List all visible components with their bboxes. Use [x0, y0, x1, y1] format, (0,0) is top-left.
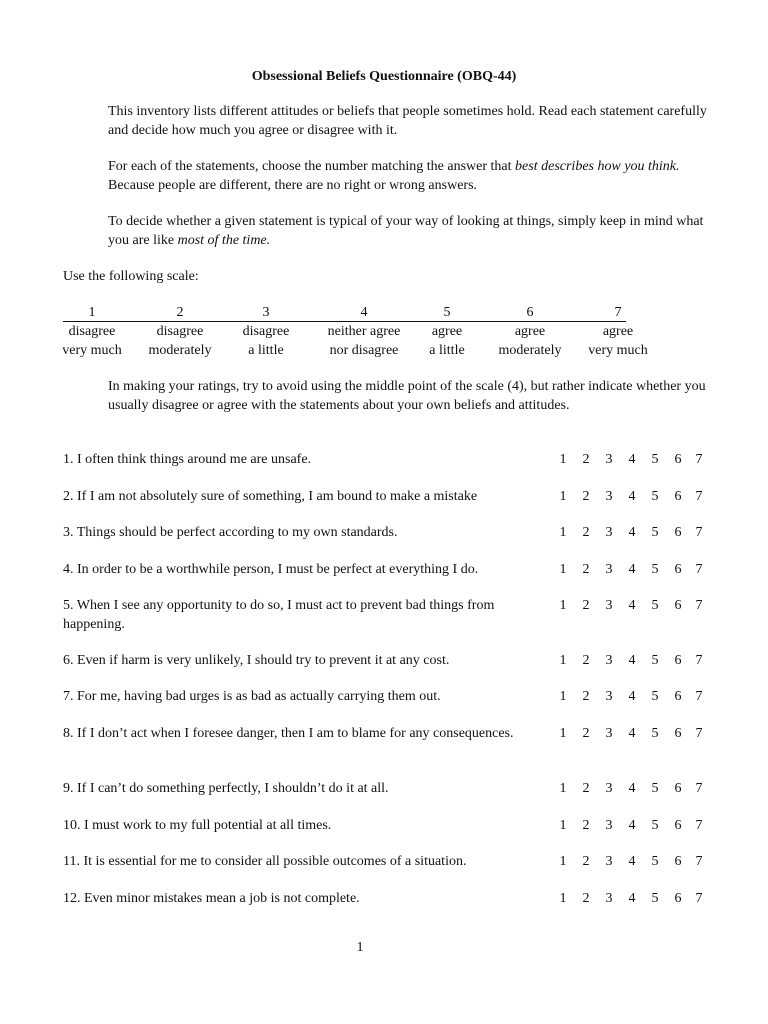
rating-options-1	[555, 450, 705, 469]
rating-option-2[interactable]: 2	[582, 689, 590, 704]
intro-text-4: In making your ratings, try to avoid using the middle point of the scale (4), but rather indicate whether you usually disagree or agree with the statements about your own beliefs and attitudes.	[108, 379, 706, 413]
scale-label-line-1: disagree	[68, 324, 116, 339]
rating-option-5[interactable]: 5	[651, 781, 659, 796]
scale-label-line-1: agree	[602, 324, 634, 339]
rating-option-7[interactable]: 7	[695, 598, 703, 613]
scale-label-line-2: moderately	[148, 343, 212, 358]
rating-option-2[interactable]: 2	[582, 452, 590, 467]
rating-option-6[interactable]: 6	[674, 452, 682, 467]
rating-option-1[interactable]: 1	[559, 525, 567, 540]
rating-options-10	[555, 816, 705, 835]
rating-option-7[interactable]: 7	[695, 689, 703, 704]
question-item-10: 10. I must work to my full potential at all times.	[63, 818, 332, 833]
rating-option-3[interactable]: 3	[605, 818, 613, 833]
scale-number: 7	[614, 305, 622, 320]
rating-option-2[interactable]: 2	[582, 653, 590, 668]
scale-label-line-2: moderately	[498, 343, 562, 358]
rating-option-2[interactable]: 2	[582, 891, 590, 906]
rating-option-6[interactable]: 6	[674, 891, 682, 906]
rating-option-5[interactable]: 5	[651, 726, 659, 741]
rating-option-7[interactable]: 7	[695, 653, 703, 668]
question-item-3: 3. Things should be perfect according to my own standards.	[63, 525, 398, 540]
rating-option-1[interactable]: 1	[559, 854, 567, 869]
rating-options-12	[555, 889, 705, 908]
rating-scale	[63, 303, 663, 363]
scale-number: 1	[88, 305, 96, 320]
rating-option-5[interactable]: 5	[651, 854, 659, 869]
rating-option-6[interactable]: 6	[674, 525, 682, 540]
scale-number: 5	[443, 305, 451, 320]
rating-option-4[interactable]: 4	[628, 689, 636, 704]
rating-option-4[interactable]: 4	[628, 525, 636, 540]
rating-option-3[interactable]: 3	[605, 726, 613, 741]
rating-option-1[interactable]: 1	[559, 598, 567, 613]
rating-option-5[interactable]: 5	[651, 489, 659, 504]
rating-option-1[interactable]: 1	[559, 653, 567, 668]
intro-paragraph-3	[63, 212, 708, 250]
rating-option-4[interactable]: 4	[628, 653, 636, 668]
page-number: 1	[356, 940, 364, 955]
scale-label-line-1: neither agree	[327, 324, 401, 339]
rating-option-7[interactable]: 7	[695, 452, 703, 467]
rating-option-5[interactable]: 5	[651, 452, 659, 467]
rating-option-3[interactable]: 3	[605, 452, 613, 467]
rating-option-7[interactable]: 7	[695, 854, 703, 869]
rating-option-4[interactable]: 4	[628, 489, 636, 504]
rating-option-4[interactable]: 4	[628, 854, 636, 869]
rating-option-6[interactable]: 6	[674, 562, 682, 577]
rating-option-6[interactable]: 6	[674, 854, 682, 869]
rating-option-2[interactable]: 2	[582, 489, 590, 504]
scale-label-line-2: a little	[429, 343, 465, 358]
intro-paragraph-4	[63, 377, 708, 415]
scale-label-line-1: agree	[431, 324, 463, 339]
rating-option-6[interactable]: 6	[674, 818, 682, 833]
question-item-12: 12. Even minor mistakes mean a job is not complete.	[63, 891, 360, 906]
rating-option-5[interactable]: 5	[651, 818, 659, 833]
intro-paragraph-2	[63, 157, 708, 195]
intro-text-2-emphasis: best describes how you think.	[515, 159, 680, 174]
scale-label-line-1: disagree	[156, 324, 204, 339]
scale-number: 6	[526, 305, 534, 320]
intro-text-1: This inventory lists different attitudes or beliefs that people sometimes hold. Read each statement carefully and decide how much you agree or disagree with it.	[108, 104, 707, 138]
rating-option-2[interactable]: 2	[582, 726, 590, 741]
rating-option-4[interactable]: 4	[628, 452, 636, 467]
rating-option-4[interactable]: 4	[628, 562, 636, 577]
rating-option-1[interactable]: 1	[559, 489, 567, 504]
scale-number: 2	[176, 305, 184, 320]
rating-option-1[interactable]: 1	[559, 781, 567, 796]
rating-options-2	[555, 487, 705, 506]
intro-paragraph-1	[63, 102, 708, 140]
rating-options-5	[555, 596, 705, 615]
rating-option-4[interactable]: 4	[628, 598, 636, 613]
intro-text-2b: Because people are different, there are no right or wrong answers.	[108, 178, 478, 193]
rating-options-8	[555, 724, 705, 743]
rating-option-3[interactable]: 3	[605, 689, 613, 704]
question-item-8: 8. If I don’t act when I foresee danger, then I am to blame for any consequences.	[63, 726, 514, 741]
question-item-5: 5. When I see any opportunity to do so, I must act to prevent bad things from happening.	[63, 598, 495, 632]
scale-option-7	[558, 303, 678, 360]
scale-label-line-2: a little	[248, 343, 284, 358]
rating-option-1[interactable]: 1	[559, 891, 567, 906]
rating-option-3[interactable]: 3	[605, 854, 613, 869]
rating-option-1[interactable]: 1	[559, 689, 567, 704]
intro-text-3-emphasis: most of the time.	[177, 233, 271, 248]
rating-options-7	[555, 687, 705, 706]
question-item-2: 2. If I am not absolutely sure of something, I am bound to make a mistake	[63, 489, 478, 504]
rating-option-2[interactable]: 2	[582, 781, 590, 796]
rating-option-6[interactable]: 6	[674, 689, 682, 704]
rating-option-5[interactable]: 5	[651, 891, 659, 906]
rating-option-3[interactable]: 3	[605, 781, 613, 796]
scale-label-line-2: very much	[62, 343, 122, 358]
rating-option-2[interactable]: 2	[582, 854, 590, 869]
rating-option-2[interactable]: 2	[582, 562, 590, 577]
rating-option-7[interactable]: 7	[695, 891, 703, 906]
rating-option-1[interactable]: 1	[559, 452, 567, 467]
rating-option-6[interactable]: 6	[674, 781, 682, 796]
scale-label-line-1: disagree	[242, 324, 290, 339]
rating-option-5[interactable]: 5	[651, 562, 659, 577]
rating-option-3[interactable]: 3	[605, 562, 613, 577]
question-item-9: 9. If I can’t do something perfectly, I shouldn’t do it at all.	[63, 781, 389, 796]
question-item-6: 6. Even if harm is very unlikely, I should try to prevent it at any cost.	[63, 653, 450, 668]
question-item-7: 7. For me, having bad urges is as bad as actually carrying them out.	[63, 689, 441, 704]
rating-option-4[interactable]: 4	[628, 726, 636, 741]
rating-option-4[interactable]: 4	[628, 891, 636, 906]
rating-option-1[interactable]: 1	[559, 818, 567, 833]
rating-options-11	[555, 852, 705, 871]
rating-option-7[interactable]: 7	[695, 781, 703, 796]
rating-option-5[interactable]: 5	[651, 653, 659, 668]
rating-option-7[interactable]: 7	[695, 818, 703, 833]
page-title: Obsessional Beliefs Questionnaire (OBQ-44)	[251, 69, 517, 84]
rating-options-9	[555, 779, 705, 798]
rating-option-6[interactable]: 6	[674, 653, 682, 668]
rating-option-7[interactable]: 7	[695, 525, 703, 540]
rating-options-6	[555, 651, 705, 670]
rating-option-7[interactable]: 7	[695, 726, 703, 741]
rating-option-4[interactable]: 4	[628, 818, 636, 833]
scale-label-line-2: very much	[588, 343, 648, 358]
rating-option-1[interactable]: 1	[559, 562, 567, 577]
scale-number: 4	[360, 305, 368, 320]
rating-option-3[interactable]: 3	[605, 525, 613, 540]
rating-option-2[interactable]: 2	[582, 525, 590, 540]
rating-option-2[interactable]: 2	[582, 598, 590, 613]
rating-option-2[interactable]: 2	[582, 818, 590, 833]
scale-number: 3	[262, 305, 270, 320]
question-item-1: 1. I often think things around me are unsafe.	[63, 452, 312, 467]
scale-label-line-1: agree	[514, 324, 546, 339]
scale-label-line-2: nor disagree	[329, 343, 399, 358]
intro-text-3a: To decide whether a given statement is typical of your way of looking at things, simply keep in mind what you are like	[108, 214, 704, 248]
rating-option-1[interactable]: 1	[559, 726, 567, 741]
rating-options-3	[555, 523, 705, 542]
rating-option-3[interactable]: 3	[605, 489, 613, 504]
rating-option-5[interactable]: 5	[651, 689, 659, 704]
rating-option-6[interactable]: 6	[674, 489, 682, 504]
rating-option-4[interactable]: 4	[628, 781, 636, 796]
question-item-11: 11. It is essential for me to consider all possible outcomes of a situation.	[63, 854, 467, 869]
rating-option-7[interactable]: 7	[695, 489, 703, 504]
rating-option-6[interactable]: 6	[674, 726, 682, 741]
rating-option-3[interactable]: 3	[605, 598, 613, 613]
rating-option-3[interactable]: 3	[605, 891, 613, 906]
intro-text-2a: For each of the statements, choose the number matching the answer that	[108, 159, 516, 174]
scale-label: Use the following scale:	[63, 269, 199, 284]
rating-option-6[interactable]: 6	[674, 598, 682, 613]
question-item-4: 4. In order to be a worthwhile person, I must be perfect at everything I do.	[63, 562, 479, 577]
rating-options-4	[555, 560, 705, 579]
rating-option-5[interactable]: 5	[651, 598, 659, 613]
rating-option-3[interactable]: 3	[605, 653, 613, 668]
rating-option-7[interactable]: 7	[695, 562, 703, 577]
rating-option-5[interactable]: 5	[651, 525, 659, 540]
